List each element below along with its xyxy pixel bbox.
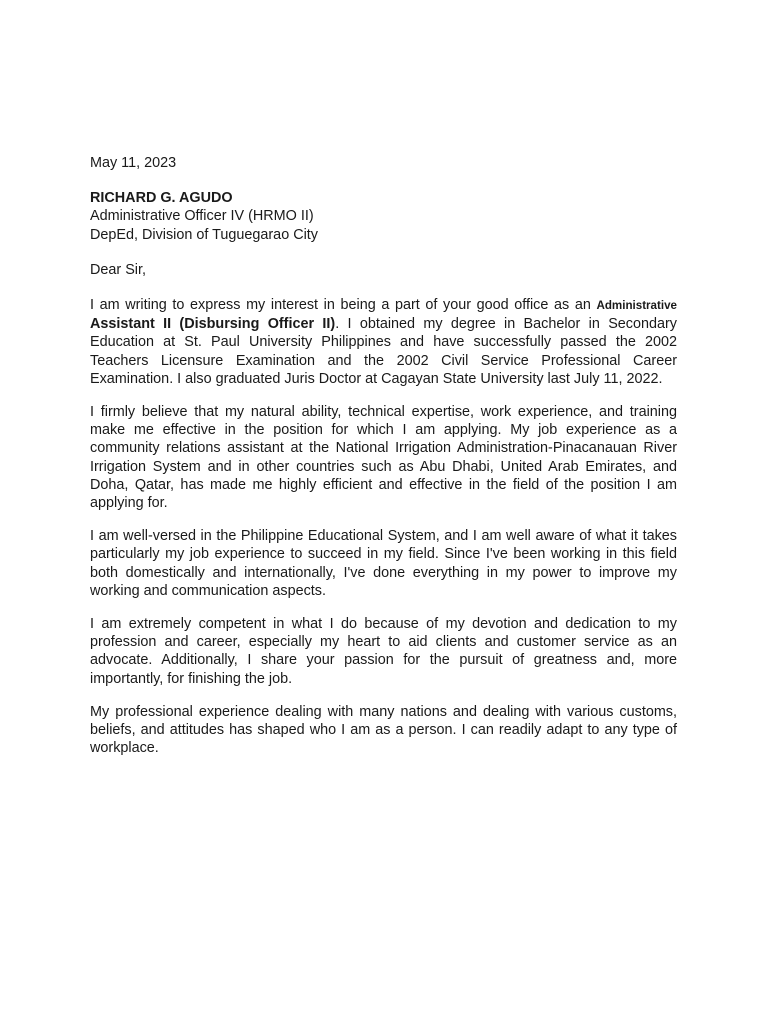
paragraph-5: My professional experience dealing with many nations and dealing with various customs, beliefs, and attitudes has shaped who I am as a person. I can readily adapt to any type of workplace.	[90, 703, 677, 757]
recipient-block	[90, 189, 677, 244]
paragraph-3: I am well-versed in the Philippine Educational System, and I am well aware of what it takes particularly my job experience to succeed in my field. Since I've been working in this field both domestically and internationally, I've done everything in my power to improve my working and communication aspects.	[90, 528, 677, 599]
recipient-office: DepEd, Division of Tuguegarao City	[90, 226, 318, 243]
paragraph-4: I am extremely competent in what I do because of my devotion and dedication to my profession and career, especially my heart to aid clients and customer service as an advocate. Additionally, I share your passion for the pursuit of greatness and, more importantly, for finishing the job.	[90, 616, 677, 687]
paragraph-1	[90, 296, 677, 388]
salutation: Dear Sir,	[90, 261, 146, 278]
paragraph-1-intro: I am writing to express my interest in being a part of your good office as an	[90, 297, 597, 314]
paragraph-2: I firmly believe that my natural ability, technical expertise, work experience, and training make me effective in the position for which I am applying. My job experience as a community relations assistant at the National Irrigation Administration-Pinacanauan River Irrigation System and in other countries such as Abu Dhabi, United Arab Emirates, and Doha, Qatar, has made me highly efficient and effective in the field of the position I am applying for.	[90, 404, 677, 512]
recipient-name: RICHARD G. AGUDO	[90, 190, 233, 207]
position-title-part2: Assistant II (Disbursing Officer II)	[90, 316, 336, 333]
paragraph-1-body: . I obtained my degree in Bachelor in Secondary Education at St. Paul University Philippines and have successfully passed the 2002 Teachers Licensure Examination and the 2002 Civil Service Professional Career Examination. I also graduated Juris Doctor at Cagayan State University last July 11, 2022.	[90, 316, 678, 387]
letter-date: May 11, 2023	[90, 155, 177, 171]
position-title-part1: Administrative	[596, 299, 677, 313]
recipient-title: Administrative Officer IV (HRMO II)	[90, 208, 314, 225]
letter-page	[90, 154, 677, 772]
